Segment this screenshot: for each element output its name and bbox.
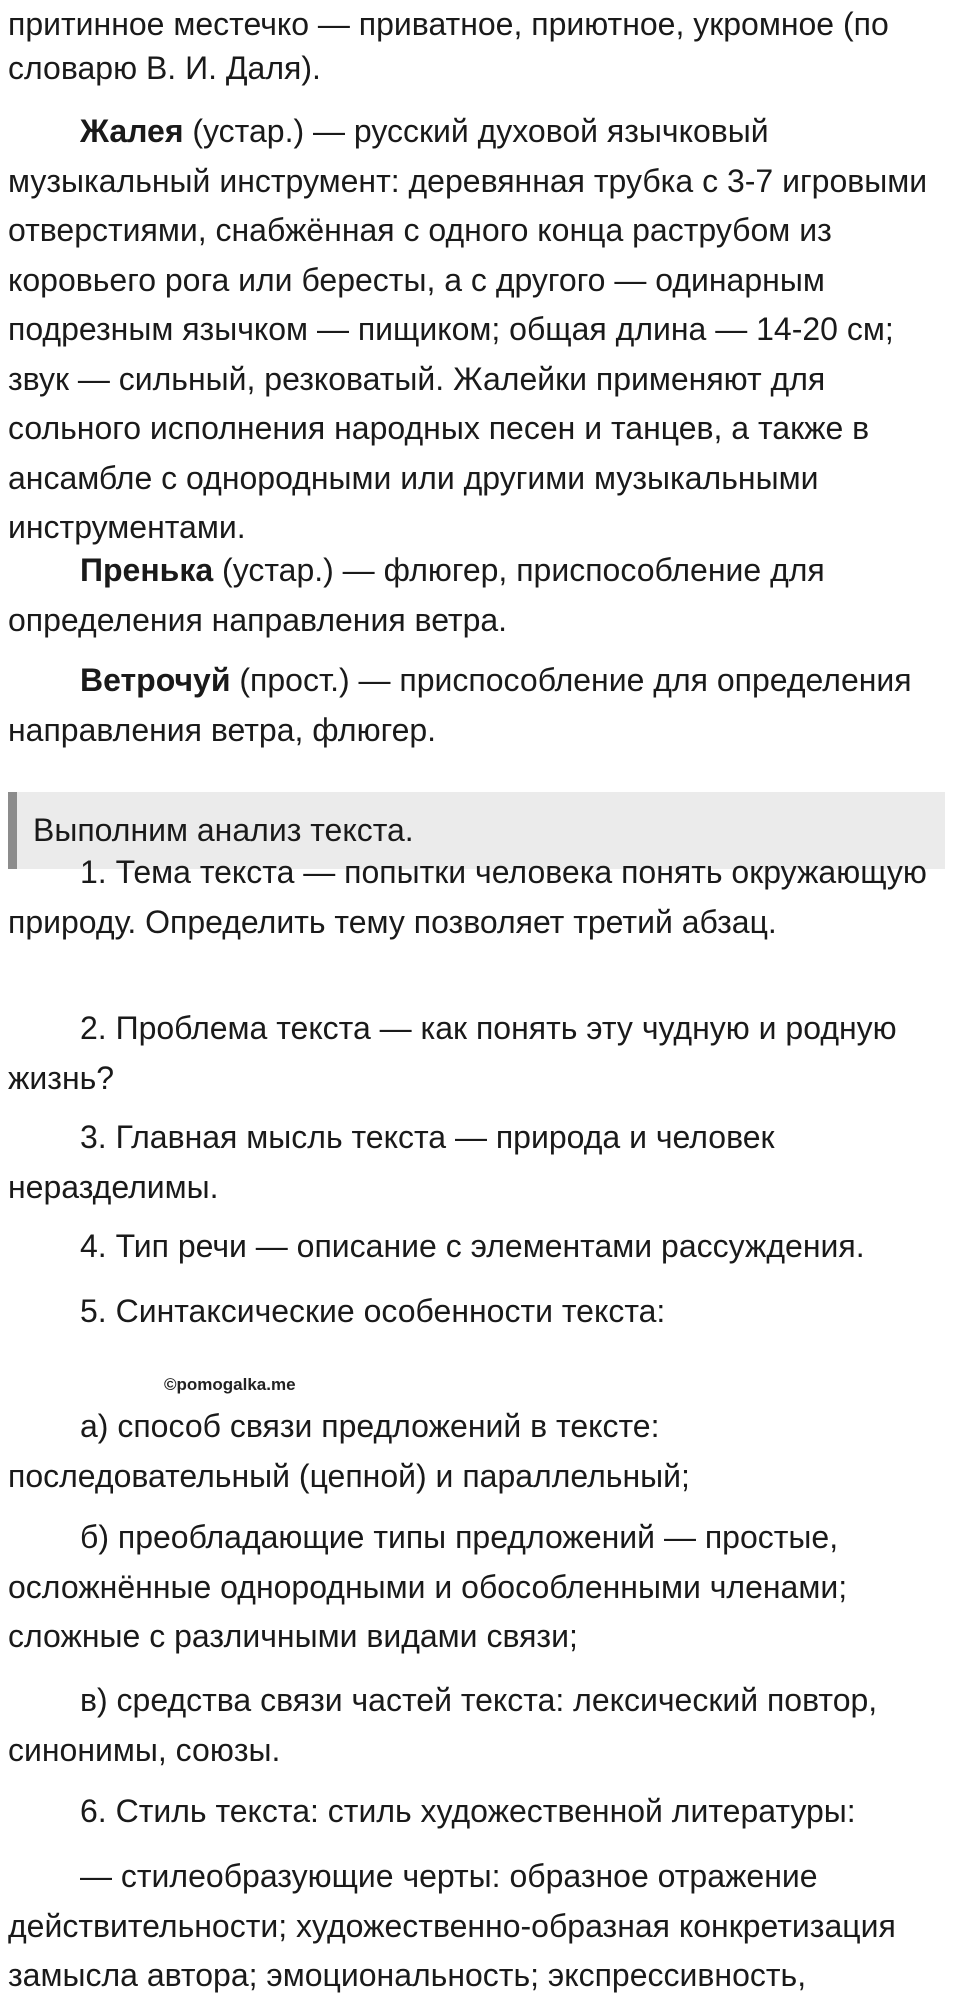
analysis-item-4: 4. Тип речи — описание с элементами рассуждения. (80, 1228, 865, 1264)
definition-zhaleya (8, 107, 948, 553)
analysis-item-2: 2. Проблема текста — как понять эту чудную и родную жизнь? (8, 1010, 897, 1096)
callout-text: Выполним анализ текста. (33, 812, 414, 848)
definition-vetrochuy-text: (прост.) — приспособление для определения направления ветра, флюгер. (8, 662, 912, 748)
analysis-item-5: 5. Синтаксические особенности текста: (80, 1293, 666, 1329)
term-vetrochuy: Ветрочуй (80, 662, 231, 698)
definition-prenka (8, 546, 948, 645)
analysis-item-6-features: — стилеобразующие черты: образное отражение действительности; художественно-образная конкретизация замысла автора; эмоциональность; экспрессивность, (8, 1858, 896, 1993)
analysis-item-1: 1. Тема текста — попытки человека понять окружающую природу. Определить тему позволяет третий абзац. (8, 854, 927, 940)
term-zhaleya: Жалея (80, 113, 184, 149)
definition-vetrochuy (8, 656, 948, 755)
analysis-item-5c: в) средства связи частей текста: лексический повтор, синонимы, союзы. (8, 1682, 878, 1768)
definition-zhaleya-text: (устар.) — русский духовой язычковый музыкальный инструмент: деревянная трубка с 3-7 игровыми отверстиями, снабжённая с одного конца раструбом из коровьего рога или бересты, а с другого — одинарным подрезным язычком — пищиком; общая длина — 14-20 см; звук — сильный, резковатый. Жалейки применяют для сольного исполнения народных песен и танцев, а также в ансамбле с однородными или другими музыкальными инструментами. (8, 113, 928, 545)
definition-prenka-text: (устар.) — флюгер, приспособление для определения направления ветра. (8, 552, 825, 638)
analysis-item-6: 6. Стиль текста: стиль художественной литературы: (80, 1793, 856, 1829)
watermark: ©pomogalka.me (164, 1375, 296, 1394)
intro-line-1: притинное местечко — приватное, приютное, укромное (по (8, 6, 889, 42)
intro-line-2: словарю В. И. Даля). (8, 50, 321, 86)
analysis-item-5b: б) преобладающие типы предложений — простые, осложнённые однородными и обособленными членами; сложные с различными видами связи; (8, 1519, 848, 1654)
analysis-item-5a: а) способ связи предложений в тексте: последовательный (цепной) и параллельный; (8, 1408, 690, 1494)
term-prenka: Пренька (80, 552, 214, 588)
analysis-item-3: 3. Главная мысль текста — природа и человек неразделимы. (8, 1119, 775, 1205)
